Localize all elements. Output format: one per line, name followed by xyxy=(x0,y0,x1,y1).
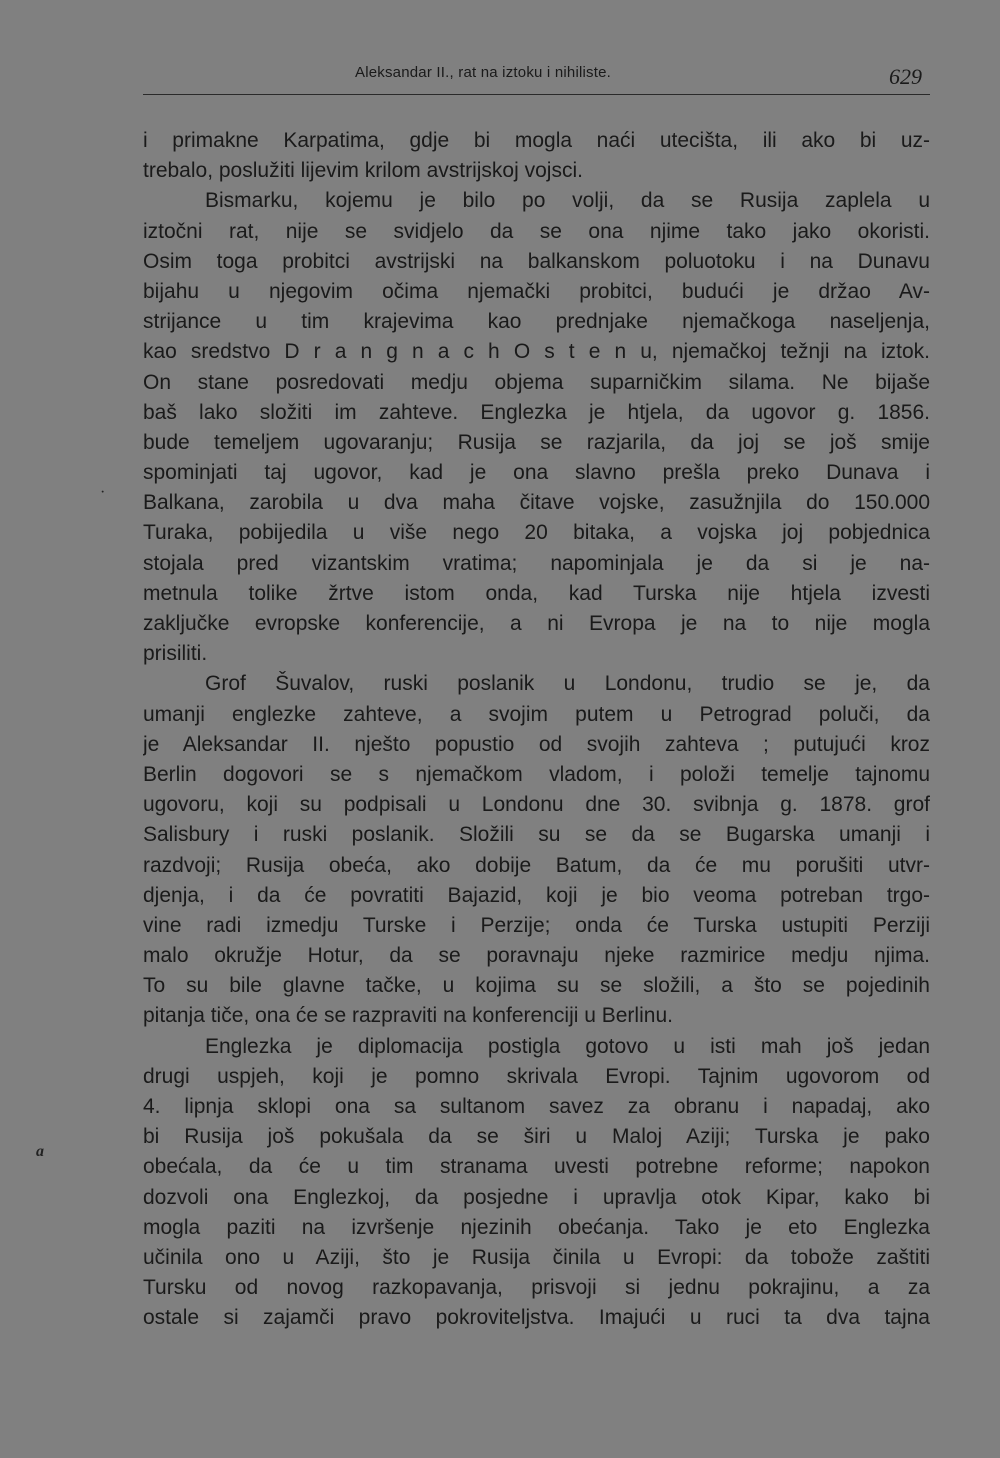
margin-scribble-mark: ɑ xyxy=(36,1143,44,1160)
text-line: Berlin dogovori se s njemačkom vladom, i položi temelje tajnomu xyxy=(143,762,930,786)
text-line: Salisbury i ruski poslanik. Složili su se da se Bugarska umanji i xyxy=(143,823,930,847)
text-line: ugovoru, koji su podpisali u Londonu dne 30. svibnja g. 1878. grof xyxy=(143,793,930,817)
text-line: prisiliti. xyxy=(143,642,208,666)
text-line: bi Rusija još pokušala da se širi u Maloj Aziji; Turska je pako xyxy=(143,1125,930,1149)
text-line: Bismarku, kojemu je bilo po volji, da se Rusija zaplela u xyxy=(205,189,930,213)
text-line: razdvoji; Rusija obeća, ako dobije Batum, da će mu porušiti utvr- xyxy=(143,853,930,877)
text-line: 4. lipnja sklopi ona sa sultanom savez za obranu i napadaj, ako xyxy=(143,1095,930,1118)
text-line: On stane posredovati medju objema suparničkim silama. Ne bijaše xyxy=(143,370,930,394)
body-text xyxy=(143,126,930,1334)
text-line: i primakne Karpatima, gdje bi mogla naći utecišta, ili ako bi uz- xyxy=(143,129,930,152)
page-number: 629 xyxy=(889,64,922,89)
text-line: obećala, da će u tim stranama uvesti potrebne reforme; napokon xyxy=(143,1155,930,1179)
text-line: mogla paziti na izvršenje njezinih obećanja. Tako je eto Englezka xyxy=(143,1215,930,1239)
margin-dot-mark: · xyxy=(100,484,106,501)
text-line: strijance u tim krajevima kao prednjake njemačkoga naseljenja, xyxy=(143,310,930,334)
text-line: kao sredstvo D r a n g n a c h O s t e n u, njemačkoj težnji na iztok. xyxy=(143,340,930,364)
text-line: pitanja tiče, ona će se razpraviti na konferenciji u Berlinu. xyxy=(143,1004,673,1028)
text-line: ostale si zajamči pravo pokroviteljstva. Imajući u ruci ta dva tajna xyxy=(143,1306,930,1330)
text-line: bude temeljem ugovaranju; Rusija se razjarila, da joj se još smije xyxy=(143,430,930,454)
text-line: stojala pred vizantskim vratima; napominjala je da si je na- xyxy=(143,551,930,575)
running-title: Aleksandar II., rat na iztoku i nihiliste. xyxy=(355,64,612,81)
text-line: To su bile glavne tačke, u kojima su se složili, a što se pojedinih xyxy=(143,974,930,998)
text-line: spominjati taj ugovor, kad je ona slavno prešla preko Dunava i xyxy=(143,461,930,485)
text-line: trebalo, poslužiti lijevim krilom avstrijskoj vojsci. xyxy=(143,159,583,183)
text-line: Balkana, zarobila u dva maha čitave vojske, zasužnjila do 150.000 xyxy=(143,491,930,515)
text-line: Osim toga probitci avstrijski na balkanskom poluotoku i na Dunavu xyxy=(143,249,930,273)
page-header xyxy=(143,58,930,95)
text-line: je Aleksandar II. nješto popustio od svojih zahteva ; putujući kroz xyxy=(143,732,930,756)
text-line: učinila ono u Aziji, što je Rusija činila u Evropi: da tobože zaštiti xyxy=(143,1245,930,1269)
text-line: drugi uspjeh, koji je pomno skrivala Evropi. Tajnim ugovorom od xyxy=(143,1064,930,1088)
text-line: djenja, i da će povratiti Bajazid, koji je bio veoma potreban trgo- xyxy=(143,883,930,907)
text-line: Turaka, pobijedila u više nego 20 bitaka, a vojska joj pobjednica xyxy=(143,521,930,545)
text-line: malo okružje Hotur, da se poravnaju njeke razmirice medju njima. xyxy=(143,944,930,968)
text-line: vine radi izmedju Turske i Perzije; onda će Turska ustupiti Perziji xyxy=(143,913,930,937)
text-line: umanji englezke zahteve, a svojim putem u Petrograd poluči, da xyxy=(143,702,930,726)
text-line: Englezka je diplomacija postigla gotovo u isti mah još jedan xyxy=(205,1034,930,1058)
text-line: dozvoli ona Englezkoj, da posjedne i upravlja otok Kipar, kako bi xyxy=(143,1185,930,1209)
text-line: bijahu u njegovim očima njemački probitci, budući je držao Av- xyxy=(143,279,930,303)
text-line: metnula tolike žrtve istom onda, kad Turska nije htjela izvesti xyxy=(143,581,930,605)
text-line: Grof Šuvalov, ruski poslanik u Londonu, trudio se je, da xyxy=(205,672,930,696)
text-line: iztočni rat, nije se svidjelo da se ona njime tako jako okoristi. xyxy=(143,219,930,243)
text-line: baš lako složiti im zahteve. Englezka je htjela, da ugovor g. 1856. xyxy=(143,400,930,424)
text-line: Tursku od novog razkopavanja, prisvoji si jednu pokrajinu, a za xyxy=(143,1276,930,1300)
text-line: zaključke evropske konferencije, a ni Evropa je na to nije mogla xyxy=(143,612,930,635)
